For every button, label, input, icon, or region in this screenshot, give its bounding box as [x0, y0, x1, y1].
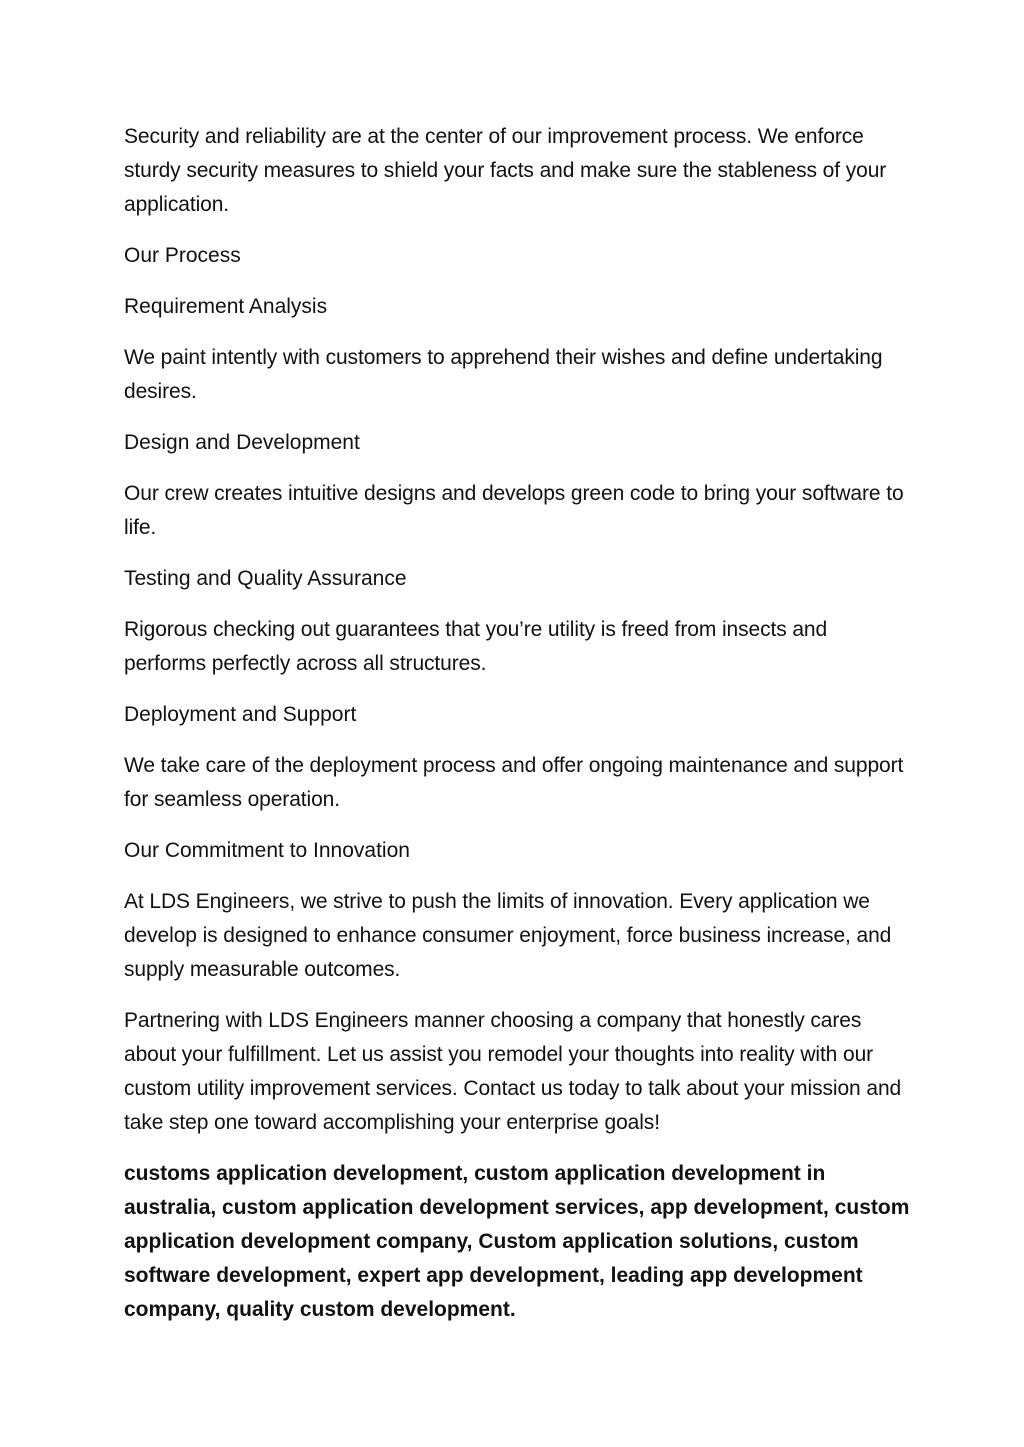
- process-heading: Our Process: [124, 244, 241, 267]
- step-title-testing-qa: Testing and Quality Assurance: [124, 567, 407, 590]
- step-text-design-development: Our crew creates intuitive designs and develops green code to bring your software to life.: [124, 482, 904, 539]
- commitment-heading: Our Commitment to Innovation: [124, 839, 410, 862]
- step-title-requirement-analysis: Requirement Analysis: [124, 295, 328, 318]
- step-text-deployment-support: We take care of the deployment process and offer ongoing maintenance and support for seamless operation.: [124, 754, 904, 811]
- intro-paragraph: Security and reliability are at the center of our improvement process. We enforce sturdy security measures to shield your facts and make sure the stableness of your application.: [124, 125, 887, 216]
- document-page: [124, 120, 914, 1327]
- closing-paragraph: Partnering with LDS Engineers manner choosing a company that honestly cares about your fulfillment. Let us assist you remodel your thoughts into reality with our custom utility improvement services. Contact us today to talk about your mission and take step one toward accomplishing your enterprise goals!: [124, 1009, 902, 1134]
- step-title-design-development: Design and Development: [124, 431, 360, 454]
- step-title-deployment-support: Deployment and Support: [124, 703, 357, 726]
- keywords-paragraph: customs application development, custom application development in australia, custom application development services, app development, custom application development company, Custom application solutions, custom software development, expert app development, leading app development company, quality custom development.: [124, 1162, 910, 1321]
- step-text-requirement-analysis: We paint intently with customers to apprehend their wishes and define undertaking desires.: [124, 346, 883, 403]
- step-text-testing-qa: Rigorous checking out guarantees that you’re utility is freed from insects and performs perfectly across all structures.: [124, 618, 828, 675]
- commitment-paragraph: At LDS Engineers, we strive to push the limits of innovation. Every application we develop is designed to enhance consumer enjoyment, force business increase, and supply measurable outcomes.: [124, 890, 892, 981]
